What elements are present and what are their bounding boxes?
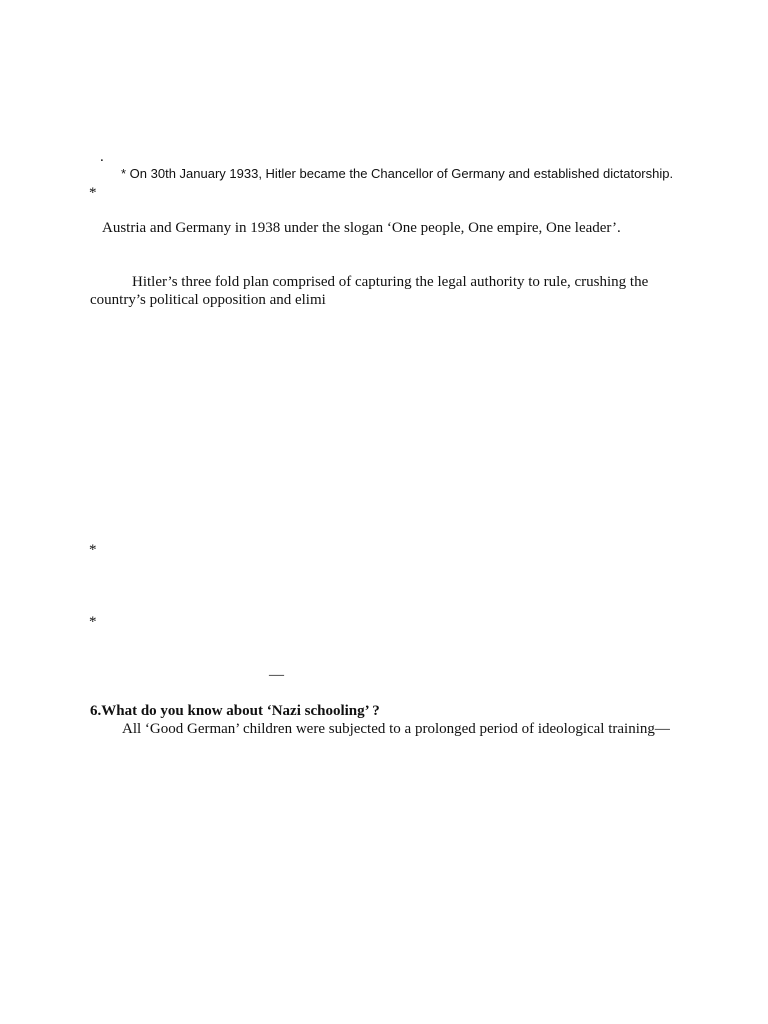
bullet-star: * xyxy=(89,614,97,630)
question-heading: 6.What do you know about ‘Nazi schooling’ ? xyxy=(90,703,380,719)
stray-dot: . xyxy=(100,149,104,165)
austria-line: Austria and Germany in 1938 under the slogan ‘One people, One empire, One leader’. xyxy=(102,220,621,236)
em-dash: — xyxy=(269,667,284,683)
bullet-star: * xyxy=(89,185,97,201)
plan-line-2: country’s political opposition and elimi xyxy=(90,292,326,308)
plan-line-1: Hitler’s three fold plan comprised of capturing the legal authority to rule, crushing the xyxy=(132,274,649,290)
answer-line-1: All ‘Good German’ children were subjected to a prolonged period of ideological training— xyxy=(122,721,670,737)
bullet-star: * xyxy=(89,542,97,558)
chancellor-line: * On 30th January 1933, Hitler became the Chancellor of Germany and established dictatorship. xyxy=(121,166,674,181)
